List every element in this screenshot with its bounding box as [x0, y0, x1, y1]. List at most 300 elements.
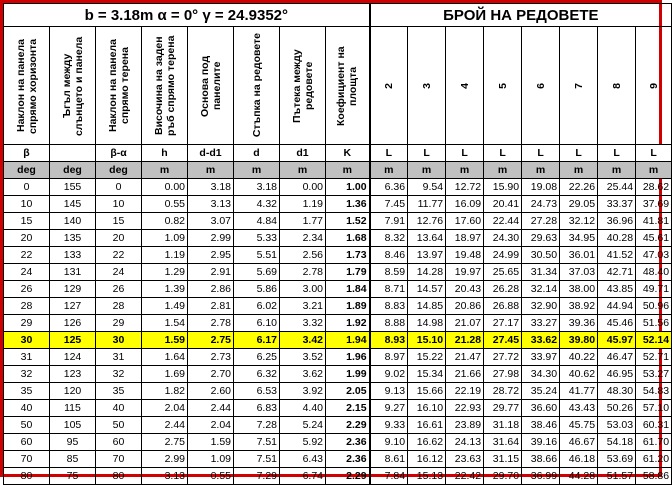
- table-cell: 6.36: [370, 179, 408, 196]
- table-cell: 40.28: [598, 230, 636, 247]
- table-cell: 6.25: [234, 349, 280, 366]
- table-cell: 27.45: [484, 332, 522, 349]
- table-cell: 54.83: [636, 383, 672, 400]
- table-cell: 51.57: [598, 468, 636, 485]
- table-cell: 19.48: [446, 247, 484, 264]
- row-spacing-table: [3, 3, 672, 485]
- table-cell: 38.92: [560, 298, 598, 315]
- table-cell: 123: [50, 366, 96, 383]
- column-label: Стъпка на редовете: [234, 27, 280, 145]
- table-cell: 8.93: [370, 332, 408, 349]
- table-cell: 14.57: [408, 281, 446, 298]
- table-cell: 60: [4, 434, 50, 451]
- table-cell: 0: [96, 179, 142, 196]
- table-cell: 1.69: [142, 366, 188, 383]
- table-cell: 133: [50, 247, 96, 264]
- table-cell: 0.82: [142, 213, 188, 230]
- table-cell: 47.03: [636, 247, 672, 264]
- table-cell: 28: [96, 298, 142, 315]
- table-cell: 20: [4, 230, 50, 247]
- table-cell: 125: [50, 332, 96, 349]
- table-cell: 14.28: [408, 264, 446, 281]
- table-cell: 2.36: [326, 451, 370, 468]
- table-cell: 21.66: [446, 366, 484, 383]
- table-cell: 2.44: [142, 417, 188, 434]
- column-symbol: d-d1: [188, 145, 234, 162]
- table-cell: 129: [50, 281, 96, 298]
- table-cell: 22.26: [560, 179, 598, 196]
- column-unit: m: [326, 162, 370, 179]
- table-cell: 19.08: [522, 179, 560, 196]
- table-cell: 14.98: [408, 315, 446, 332]
- table-cell: 37.69: [636, 196, 672, 213]
- table-cell: 1.82: [142, 383, 188, 400]
- column-symbol: L: [598, 145, 636, 162]
- table-cell: 61.20: [636, 451, 672, 468]
- table-row: [4, 383, 672, 400]
- table-cell: 2.44: [188, 400, 234, 417]
- table-cell: 46.47: [598, 349, 636, 366]
- column-label: Основа под панелите: [188, 27, 234, 145]
- table-cell: 1.92: [326, 315, 370, 332]
- table-cell: 7.51: [234, 434, 280, 451]
- table-cell: 9.27: [370, 400, 408, 417]
- table-row: [4, 247, 672, 264]
- table-cell: 3.18: [188, 179, 234, 196]
- table-cell: 26.28: [484, 281, 522, 298]
- table-cell: 39.16: [522, 434, 560, 451]
- table-cell: 53.03: [598, 417, 636, 434]
- table-cell: 3.21: [280, 298, 326, 315]
- table-cell: 2.91: [188, 264, 234, 281]
- table-cell: 18.97: [446, 230, 484, 247]
- table-cell: 32: [96, 366, 142, 383]
- row-count-label: 2: [370, 27, 408, 145]
- column-unit: m: [446, 162, 484, 179]
- table-cell: 127: [50, 298, 96, 315]
- table-cell: 16.10: [408, 400, 446, 417]
- table-cell: 19.97: [446, 264, 484, 281]
- table-cell: 1.29: [142, 264, 188, 281]
- table-cell: 39.80: [560, 332, 598, 349]
- table-cell: 16.12: [408, 451, 446, 468]
- table-cell: 5.24: [280, 417, 326, 434]
- table-cell: 70: [96, 451, 142, 468]
- table-row: [4, 332, 672, 349]
- table-cell: 1.73: [326, 247, 370, 264]
- table-cell: 5.51: [234, 247, 280, 264]
- table-cell: 7.29: [234, 468, 280, 485]
- table-cell: 3.13: [188, 196, 234, 213]
- table-cell: 26: [4, 281, 50, 298]
- table-cell: 8.71: [370, 281, 408, 298]
- table-cell: 4.32: [234, 196, 280, 213]
- table-cell: 29.77: [484, 400, 522, 417]
- table-cell: 70: [4, 451, 50, 468]
- table-cell: 32.12: [560, 213, 598, 230]
- table-cell: 31: [4, 349, 50, 366]
- table-cell: 40: [4, 400, 50, 417]
- table-cell: 20.41: [484, 196, 522, 213]
- table-cell: 54.18: [598, 434, 636, 451]
- table-cell: 0.00: [142, 179, 188, 196]
- table-cell: 41.81: [636, 213, 672, 230]
- row-count-label: 3: [408, 27, 446, 145]
- column-label: Наклон на панела спрямо хоризонта: [4, 27, 50, 145]
- table-cell: 24.99: [484, 247, 522, 264]
- table-cell: 1.64: [142, 349, 188, 366]
- table-cell: 6.43: [280, 451, 326, 468]
- table-cell: 1.68: [326, 230, 370, 247]
- table-row: [4, 213, 672, 230]
- table-cell: 16.61: [408, 417, 446, 434]
- table-cell: 5.86: [234, 281, 280, 298]
- table-cell: 24.13: [446, 434, 484, 451]
- table-cell: 29: [4, 315, 50, 332]
- table-cell: 39.36: [560, 315, 598, 332]
- table-cell: 23.63: [446, 451, 484, 468]
- table-cell: 48.30: [598, 383, 636, 400]
- table-cell: 1.99: [326, 366, 370, 383]
- table-cell: 41.52: [598, 247, 636, 264]
- table-cell: 7.84: [370, 468, 408, 485]
- table-cell: 50: [96, 417, 142, 434]
- column-symbol: h: [142, 145, 188, 162]
- table-cell: 28.72: [484, 383, 522, 400]
- column-unit: deg: [96, 162, 142, 179]
- table-cell: 30: [4, 332, 50, 349]
- table-cell: 15.10: [408, 332, 446, 349]
- table-cell: 1.94: [326, 332, 370, 349]
- table-cell: 4.40: [280, 400, 326, 417]
- table-cell: 36.60: [522, 400, 560, 417]
- table-cell: 17.60: [446, 213, 484, 230]
- row-count-label: 6: [522, 27, 560, 145]
- table-cell: 20: [96, 230, 142, 247]
- table-cell: 131: [50, 264, 96, 281]
- column-symbol: L: [484, 145, 522, 162]
- table-cell: 16.62: [408, 434, 446, 451]
- table-cell: 13.64: [408, 230, 446, 247]
- table-cell: 2.73: [188, 349, 234, 366]
- table-cell: 32.14: [522, 281, 560, 298]
- table-cell: 1.36: [326, 196, 370, 213]
- table-cell: 27.72: [484, 349, 522, 366]
- table-cell: 3.52: [280, 349, 326, 366]
- table-cell: 28.62: [636, 179, 672, 196]
- table-cell: 155: [50, 179, 96, 196]
- table-cell: 46.67: [560, 434, 598, 451]
- table-cell: 45.61: [636, 230, 672, 247]
- table-cell: 1.59: [142, 332, 188, 349]
- table-cell: 43.43: [560, 400, 598, 417]
- table-cell: 95: [50, 434, 96, 451]
- table-cell: 40: [96, 400, 142, 417]
- table-cell: 1.89: [326, 298, 370, 315]
- column-label: Ъгъл между слънцето и панела: [50, 27, 96, 145]
- row-count-header: БРОЙ НА РЕДОВЕТЕ: [370, 4, 672, 27]
- column-symbol: β: [4, 145, 50, 162]
- table-cell: 80: [96, 468, 142, 485]
- row-count-label: 4: [446, 27, 484, 145]
- table-cell: 58.86: [636, 468, 672, 485]
- table-cell: 40.62: [560, 366, 598, 383]
- table-cell: 9.33: [370, 417, 408, 434]
- table-cell: 29: [96, 315, 142, 332]
- table-cell: 46.95: [598, 366, 636, 383]
- table-row: [4, 179, 672, 196]
- table-cell: 43.85: [598, 281, 636, 298]
- table-cell: 25.44: [598, 179, 636, 196]
- column-symbol: L: [446, 145, 484, 162]
- table-cell: 48.40: [636, 264, 672, 281]
- table-cell: 6.02: [234, 298, 280, 315]
- table-cell: 115: [50, 400, 96, 417]
- table-cell: 124: [50, 349, 96, 366]
- table-cell: 2.99: [142, 451, 188, 468]
- table-cell: 11.77: [408, 196, 446, 213]
- table-cell: 36.99: [522, 468, 560, 485]
- table-cell: 20.43: [446, 281, 484, 298]
- table-cell: 6.17: [234, 332, 280, 349]
- table-cell: 1.49: [142, 298, 188, 315]
- table-cell: 3.32: [280, 315, 326, 332]
- table-cell: 26: [96, 281, 142, 298]
- table-cell: 8.32: [370, 230, 408, 247]
- table-cell: 0.55: [188, 468, 234, 485]
- table-cell: 8.61: [370, 451, 408, 468]
- column-label: Коефициент на площта: [326, 27, 370, 145]
- table-cell: 6.74: [280, 468, 326, 485]
- table-cell: 0.55: [142, 196, 188, 213]
- table-cell: 22: [4, 247, 50, 264]
- table-cell: 3.13: [142, 468, 188, 485]
- column-symbol: L: [522, 145, 560, 162]
- column-unit: m: [484, 162, 522, 179]
- table-cell: 5.92: [280, 434, 326, 451]
- column-symbol: L: [636, 145, 672, 162]
- table-cell: 13.97: [408, 247, 446, 264]
- table-cell: 1.52: [326, 213, 370, 230]
- table-cell: 2.78: [280, 264, 326, 281]
- table-cell: 61.70: [636, 434, 672, 451]
- row-count-label: 8: [598, 27, 636, 145]
- table-cell: 29.05: [560, 196, 598, 213]
- table-cell: 16.09: [446, 196, 484, 213]
- column-unit: m: [142, 162, 188, 179]
- column-unit: m: [522, 162, 560, 179]
- table-cell: 27.98: [484, 366, 522, 383]
- table-cell: 50.26: [598, 400, 636, 417]
- table-cell: 28: [4, 298, 50, 315]
- table-cell: 2.04: [188, 417, 234, 434]
- column-unit: m: [636, 162, 672, 179]
- table-cell: 15: [96, 213, 142, 230]
- table-cell: 33.27: [522, 315, 560, 332]
- column-label: Пътека между редовете: [280, 27, 326, 145]
- table-cell: 44.94: [598, 298, 636, 315]
- table-cell: 21.07: [446, 315, 484, 332]
- column-symbol: [50, 145, 96, 162]
- table-cell: 46.18: [560, 451, 598, 468]
- table-cell: 15.66: [408, 383, 446, 400]
- table-cell: 8.59: [370, 264, 408, 281]
- table-cell: 2.15: [326, 400, 370, 417]
- table-cell: 22.19: [446, 383, 484, 400]
- table-cell: 35.24: [522, 383, 560, 400]
- row-count-label: 5: [484, 27, 522, 145]
- table-cell: 1.00: [326, 179, 370, 196]
- table-cell: 30: [96, 332, 142, 349]
- table-cell: 0.00: [280, 179, 326, 196]
- table-cell: 1.77: [280, 213, 326, 230]
- column-unit: m: [188, 162, 234, 179]
- table-row: [4, 400, 672, 417]
- table-cell: 29.63: [522, 230, 560, 247]
- table-cell: 21.47: [446, 349, 484, 366]
- table-row: [4, 451, 672, 468]
- table-cell: 2.34: [280, 230, 326, 247]
- table-cell: 34.30: [522, 366, 560, 383]
- table-cell: 3.00: [280, 281, 326, 298]
- table-cell: 8.97: [370, 349, 408, 366]
- table-cell: 6.53: [234, 383, 280, 400]
- table-cell: 15.13: [408, 468, 446, 485]
- table-cell: 12.72: [446, 179, 484, 196]
- table-cell: 2.75: [142, 434, 188, 451]
- table-cell: 3.07: [188, 213, 234, 230]
- table-cell: 2.36: [326, 434, 370, 451]
- table-cell: 31.34: [522, 264, 560, 281]
- table-cell: 105: [50, 417, 96, 434]
- table-cell: 57.10: [636, 400, 672, 417]
- table-cell: 29.70: [484, 468, 522, 485]
- table-cell: 52.14: [636, 332, 672, 349]
- table-cell: 45.75: [560, 417, 598, 434]
- table-cell: 27.28: [522, 213, 560, 230]
- table-cell: 9.54: [408, 179, 446, 196]
- parameters-header: b = 3.18m α = 0° γ = 24.9352°: [4, 4, 370, 27]
- table-cell: 2.04: [142, 400, 188, 417]
- table-row: [4, 230, 672, 247]
- table-cell: 135: [50, 230, 96, 247]
- column-unit: deg: [4, 162, 50, 179]
- table-cell: 3.42: [280, 332, 326, 349]
- table-cell: 15.22: [408, 349, 446, 366]
- table-cell: 23.89: [446, 417, 484, 434]
- table-cell: 15: [4, 213, 50, 230]
- table-cell: 24: [4, 264, 50, 281]
- table-cell: 2.05: [326, 383, 370, 400]
- table-cell: 120: [50, 383, 96, 400]
- table-cell: 2.70: [188, 366, 234, 383]
- table-cell: 41.77: [560, 383, 598, 400]
- table-row: [4, 281, 672, 298]
- table-cell: 50: [4, 417, 50, 434]
- table-cell: 1.79: [326, 264, 370, 281]
- table-row: [4, 315, 672, 332]
- table-cell: 31.18: [484, 417, 522, 434]
- table-cell: 4.84: [234, 213, 280, 230]
- table-cell: 44.28: [560, 468, 598, 485]
- table-cell: 20.86: [446, 298, 484, 315]
- table-cell: 7.91: [370, 213, 408, 230]
- table-cell: 3.18: [234, 179, 280, 196]
- table-cell: 2.95: [188, 247, 234, 264]
- table-cell: 7.51: [234, 451, 280, 468]
- table-cell: 22.42: [446, 468, 484, 485]
- table-cell: 25.65: [484, 264, 522, 281]
- table-cell: 80: [4, 468, 50, 485]
- table-cell: 2.81: [188, 298, 234, 315]
- table-cell: 32.90: [522, 298, 560, 315]
- table-cell: 45.97: [598, 332, 636, 349]
- table-cell: 14.85: [408, 298, 446, 315]
- table-cell: 31.15: [484, 451, 522, 468]
- table-cell: 51.56: [636, 315, 672, 332]
- table-cell: 9.10: [370, 434, 408, 451]
- table-cell: 3.92: [280, 383, 326, 400]
- table-cell: 1.54: [142, 315, 188, 332]
- table-cell: 36.01: [560, 247, 598, 264]
- table-cell: 31: [96, 349, 142, 366]
- column-symbol: L: [560, 145, 598, 162]
- table-cell: 1.19: [142, 247, 188, 264]
- column-symbol: β-α: [96, 145, 142, 162]
- table-row: [4, 349, 672, 366]
- table-cell: 140: [50, 213, 96, 230]
- table-cell: 38.00: [560, 281, 598, 298]
- table-cell: 75: [50, 468, 96, 485]
- table-cell: 1.84: [326, 281, 370, 298]
- table-cell: 7.28: [234, 417, 280, 434]
- table-cell: 15.34: [408, 366, 446, 383]
- column-label: Височина на заден ръб спрямо терена: [142, 27, 188, 145]
- table-cell: 34.95: [560, 230, 598, 247]
- table-cell: 3.62: [280, 366, 326, 383]
- table-row: [4, 298, 672, 315]
- table-cell: 32: [4, 366, 50, 383]
- table-cell: 33.97: [522, 349, 560, 366]
- table-cell: 1.59: [188, 434, 234, 451]
- table-cell: 6.83: [234, 400, 280, 417]
- table-row: [4, 366, 672, 383]
- table-cell: 45.46: [598, 315, 636, 332]
- column-unit: m: [408, 162, 446, 179]
- column-unit: m: [598, 162, 636, 179]
- table-cell: 6.10: [234, 315, 280, 332]
- table-cell: 49.71: [636, 281, 672, 298]
- table-cell: 22.44: [484, 213, 522, 230]
- table-cell: 85: [50, 451, 96, 468]
- table-cell: 24.73: [522, 196, 560, 213]
- table-cell: 52.71: [636, 349, 672, 366]
- table-cell: 10: [96, 196, 142, 213]
- table-cell: 22: [96, 247, 142, 264]
- column-unit: m: [370, 162, 408, 179]
- table-cell: 2.75: [188, 332, 234, 349]
- table-cell: 8.88: [370, 315, 408, 332]
- table-cell: 33.62: [522, 332, 560, 349]
- table-cell: 7.45: [370, 196, 408, 213]
- table-cell: 31.64: [484, 434, 522, 451]
- table-cell: 5.69: [234, 264, 280, 281]
- table-cell: 10: [4, 196, 50, 213]
- table-cell: 2.86: [188, 281, 234, 298]
- table-cell: 26.88: [484, 298, 522, 315]
- table-cell: 60: [96, 434, 142, 451]
- table-cell: 38.66: [522, 451, 560, 468]
